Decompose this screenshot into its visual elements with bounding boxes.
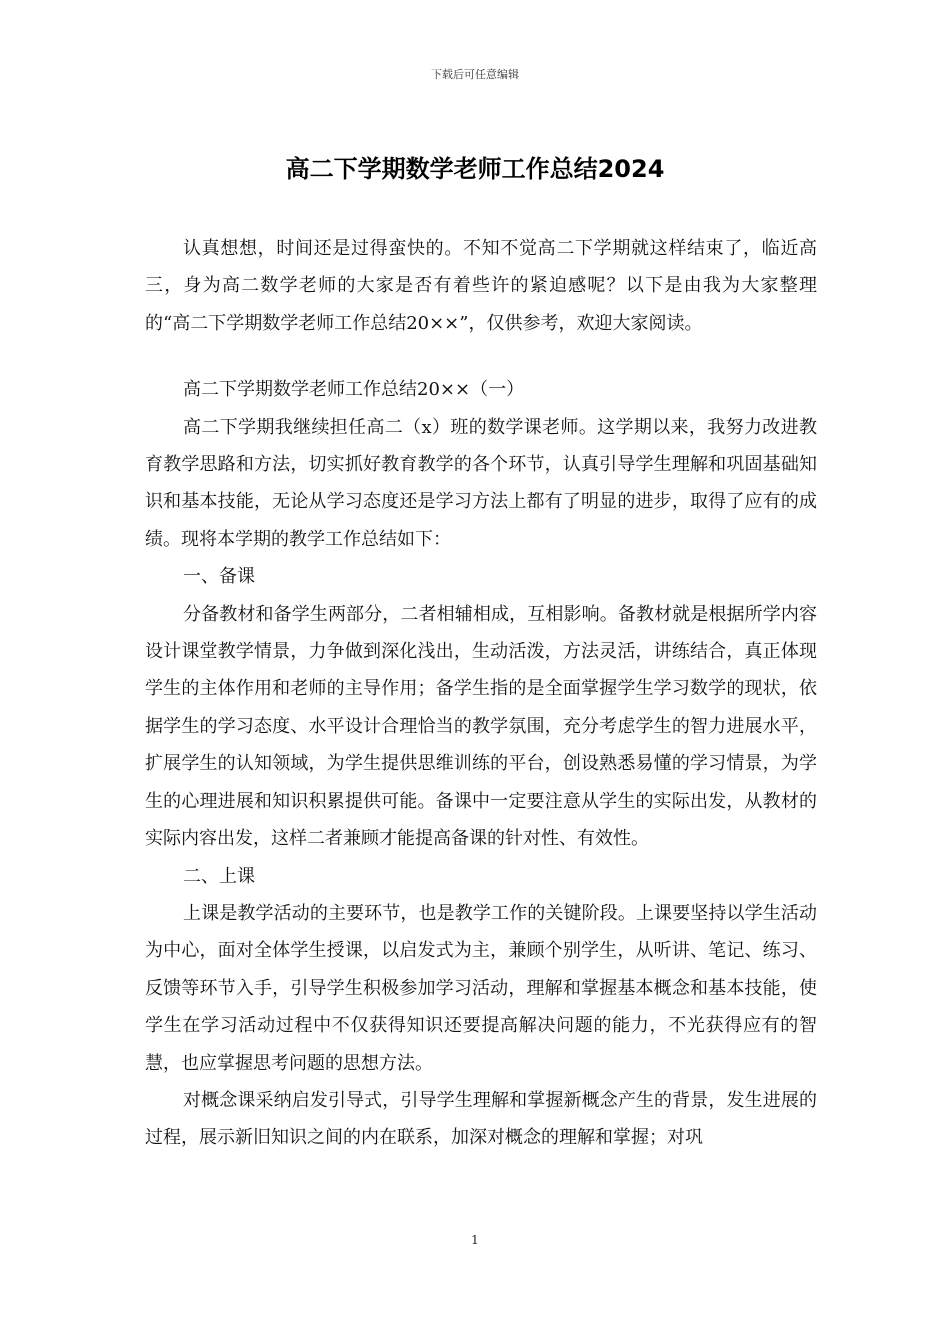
page-header-note: 下载后可任意编辑 [431, 68, 519, 81]
document-body [145, 230, 817, 1157]
section-heading-part-one: 高二下学期数学老师工作总结20××（一） [183, 379, 525, 401]
concept-lesson-paragraph: 对概念课采纳启发引导式，引导学生理解和掌握新概念产生的背景，发生进展的过程，展示新旧知识之间的内在联系，加深对概念的理解和掌握；对巩 [145, 1089, 817, 1149]
intro-paragraph: 认真想想，时间还是过得蛮快的。不知不觉高二下学期就这样结束了，临近高三，身为高二数学老师的大家是否有着些许的紧迫感呢？以下是由我为大家整理的“高二下学期数学老师工作总结20××”，仅供参考，欢迎大家阅读。 [145, 238, 817, 334]
section-heading-lesson-prep: 一、备课 [183, 566, 255, 588]
teaching-paragraph: 上课是教学活动的主要环节，也是教学工作的关键阶段。上课要坚持以学生活动为中心，面对全体学生授课，以启发式为主，兼顾个别学生，从听讲、笔记、练习、反馈等环节入手，引导学生积极参加学习活动，理解和掌握基本概念和基本技能，使学生在学习活动过程中不仅获得知识还要提高解决问题的能力，不光获得应有的智慧，也应掌握思考问题的思想方法。 [145, 902, 817, 1074]
page-number: 1 [471, 1233, 479, 1247]
document-title: 高二下学期数学老师工作总结2024 [285, 155, 665, 183]
lesson-prep-paragraph: 分备教材和备学生两部分，二者相辅相成，互相影响。备教材就是根据所学内容设计课堂教学情景，力争做到深化浅出，生动活泼，方法灵活，讲练结合，真正体现学生的主体作用和老师的主导作用；备学生指的是全面掌握学生学习数学的现状，依据学生的学习态度、水平设计合理恰当的教学氛围，充分考虑学生的智力进展水平，扩展学生的认知领域，为学生提供思维训练的平台，创设熟悉易懂的学习情景，为学生的心理进展和知识积累提供可能。备课中一定要注意从学生的实际出发，从教材的实际内容出发，这样二者兼顾才能提高备课的针对性、有效性。 [145, 603, 817, 850]
summary-overview-paragraph: 高二下学期我继续担任高二（x）班的数学课老师。这学期以来，我努力改进教育教学思路和方法，切实抓好教育教学的各个环节，认真引导学生理解和巩固基础知识和基本技能，无论从学习态度还是学习方法上都有了明显的进步，取得了应有的成绩。现将本学期的教学工作总结如下： [145, 416, 817, 550]
section-heading-teaching: 二、上课 [183, 865, 255, 887]
